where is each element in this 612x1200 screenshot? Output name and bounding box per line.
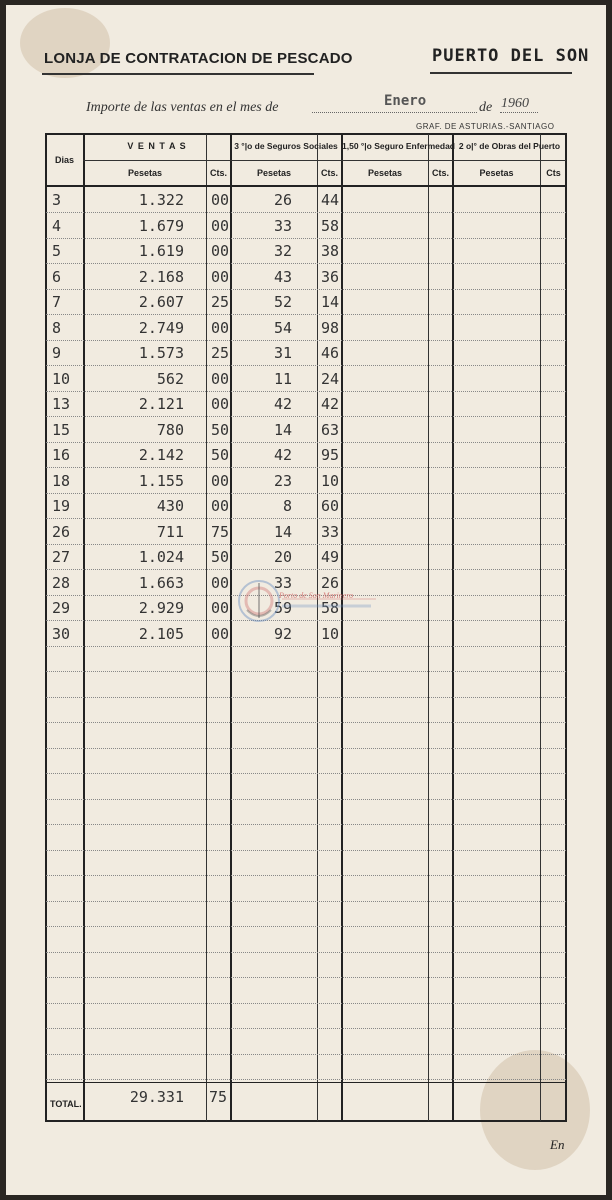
month-value: Enero (384, 93, 427, 109)
seguros-cts-cell: 24 (321, 370, 340, 388)
ventas-pesetas-cell: 2.929 (138, 599, 184, 617)
seguros-cts-cell: 49 (321, 548, 340, 566)
day-cell: 6 (52, 268, 62, 286)
ventas-pesetas-cell: 1.663 (138, 574, 184, 592)
seguros-cts-cell: 58 (321, 217, 340, 235)
pesetas-subheader: Pesetas (256, 168, 292, 178)
seguros-pesetas-cell: 11 (273, 370, 292, 388)
seguros-pesetas-cell: 92 (273, 625, 292, 643)
row-rule (46, 901, 566, 902)
row-rule (46, 1003, 566, 1004)
seguros-cts-cell: 10 (321, 625, 340, 643)
seguros-cts-cell: 10 (321, 472, 340, 490)
day-cell: 9 (52, 344, 62, 362)
cts-subheader: Cts. (209, 168, 227, 178)
row-rule (46, 314, 566, 315)
day-cell: 28 (52, 574, 71, 592)
day-cell: 19 (52, 497, 71, 515)
day-cell: 10 (52, 370, 71, 388)
port-title: PUERTO DEL SON (432, 46, 590, 66)
row-rule (46, 518, 566, 519)
row-rule (46, 773, 566, 774)
seguros-pesetas-cell: 14 (273, 523, 292, 541)
ventas-cts-cell: 00 (211, 217, 230, 235)
seguros-pesetas-cell: 43 (273, 268, 292, 286)
seguros-cts-cell: 14 (321, 293, 340, 311)
title-underline (430, 72, 572, 74)
seguros-cts-cell: 36 (321, 268, 340, 286)
cts-subheader: Cts. (431, 168, 449, 178)
ventas-cts-cell: 00 (211, 574, 230, 592)
row-rule (46, 212, 566, 213)
paper-stain (20, 8, 110, 78)
year-value: 1960 (501, 96, 529, 111)
ventas-pesetas-cell: 2.607 (138, 293, 184, 311)
seguros-pesetas-cell: 42 (273, 446, 292, 464)
ventas-cts-cell: 50 (211, 548, 230, 566)
seguros-cts-cell: 63 (321, 421, 340, 439)
seguros-pesetas-cell: 14 (273, 421, 292, 439)
total-label: TOTAL. (50, 1099, 82, 1109)
row-rule (46, 722, 566, 723)
ventas-cts-cell: 00 (211, 242, 230, 260)
ventas-cts-cell: 25 (211, 293, 230, 311)
printer-credit: GRAF. DE ASTURIAS.-SANTIAGO (416, 122, 555, 131)
row-rule (46, 748, 566, 749)
row-rule (46, 850, 566, 851)
ventas-pesetas-cell: 2.749 (138, 319, 184, 337)
row-rule (46, 926, 566, 927)
cts-subheader: Cts (546, 168, 561, 178)
seguros-cts-cell: 44 (321, 191, 340, 209)
dias-header: Dias (54, 155, 74, 165)
row-rule (46, 263, 566, 264)
seguros-cts-cell: 38 (321, 242, 340, 260)
anchor-watermark (236, 570, 384, 632)
total-rule (46, 1082, 566, 1083)
ventas-cts-cell: 00 (211, 599, 230, 617)
footer-en: En (550, 1137, 565, 1152)
row-rule (46, 697, 566, 698)
obras-puerto-header: 2 o|° de Obras del Puerto (458, 141, 561, 151)
row-rule (46, 646, 566, 647)
ventas-pesetas-cell: 711 (156, 523, 184, 541)
seguros-pesetas-cell: 33 (273, 574, 292, 592)
row-rule (46, 977, 566, 978)
ventas-pesetas-cell: 2.121 (138, 395, 184, 413)
de-label: de (479, 100, 493, 115)
row-rule (46, 799, 566, 800)
day-cell: 30 (52, 625, 71, 643)
seguros-sociales-header: 3 °|o de Seguros Sociales (234, 141, 338, 151)
seguros-cts-cell: 33 (321, 523, 340, 541)
ventas-cts-cell: 00 (211, 370, 230, 388)
seguros-pesetas-cell: 54 (273, 319, 292, 337)
ventas-cts-cell: 25 (211, 344, 230, 362)
ventas-cts-cell: 75 (211, 523, 230, 541)
ventas-cts-cell: 00 (211, 497, 230, 515)
seguros-pesetas-cell: 31 (273, 344, 292, 362)
day-cell: 26 (52, 523, 71, 541)
row-rule (46, 238, 566, 239)
ventas-pesetas-cell: 1.322 (138, 191, 184, 209)
seguros-cts-cell: 60 (321, 497, 340, 515)
ventas-pesetas-cell: 1.619 (138, 242, 184, 260)
ventas-cts-cell: 00 (211, 395, 230, 413)
total-cts: 75 (209, 1088, 228, 1106)
day-cell: 27 (52, 548, 71, 566)
day-cell: 15 (52, 421, 71, 439)
column-divider (540, 134, 541, 1121)
seguros-pesetas-cell: 8 (282, 497, 292, 515)
pesetas-subheader: Pesetas (479, 168, 514, 178)
seguros-pesetas-cell: 20 (273, 548, 292, 566)
row-rule (46, 824, 566, 825)
ventas-pesetas-cell: 1.024 (138, 548, 184, 566)
seguro-enfermedad-header: 1,50 °|o Seguro Enfermedad (342, 141, 456, 151)
day-cell: 8 (52, 319, 62, 337)
seguros-pesetas-cell: 32 (273, 242, 292, 260)
ventas-cts-cell: 00 (211, 472, 230, 490)
day-cell: 18 (52, 472, 71, 490)
seguros-pesetas-cell: 23 (273, 472, 292, 490)
day-cell: 3 (52, 191, 62, 209)
seguros-cts-cell: 26 (321, 574, 340, 592)
seguros-pesetas-cell: 59 (273, 599, 292, 617)
day-cell: 5 (52, 242, 62, 260)
sales-subtitle: Importe de las ventas en el mes de (86, 100, 279, 115)
year-dotted-line (500, 112, 538, 113)
row-rule (46, 416, 566, 417)
column-divider (83, 134, 85, 1121)
ventas-pesetas-cell: 1.679 (138, 217, 184, 235)
ventas-pesetas-cell: 562 (156, 370, 184, 388)
ventas-cts-cell: 50 (211, 446, 230, 464)
seguros-pesetas-cell: 42 (273, 395, 292, 413)
row-rule (46, 875, 566, 876)
day-cell: 7 (52, 293, 62, 311)
row-rule (46, 1079, 566, 1080)
seguros-pesetas-cell: 33 (273, 217, 292, 235)
header-rule (83, 160, 566, 161)
column-divider (428, 134, 429, 1121)
row-rule (46, 544, 566, 545)
ventas-header: V E N T A S (127, 141, 187, 151)
month-dotted-line (312, 112, 477, 113)
day-cell: 4 (52, 217, 62, 235)
row-rule (46, 1054, 566, 1055)
column-divider (452, 134, 454, 1121)
ventas-cts-cell: 00 (211, 319, 230, 337)
row-rule (46, 1028, 566, 1029)
ventas-pesetas-cell: 430 (156, 497, 184, 515)
ventas-pesetas-cell: 1.573 (138, 344, 184, 362)
ventas-pesetas-cell: 2.142 (138, 446, 184, 464)
row-rule (46, 365, 566, 366)
day-cell: 16 (52, 446, 71, 464)
seguros-pesetas-cell: 26 (273, 191, 292, 209)
row-rule (46, 391, 566, 392)
ventas-cts-cell: 00 (211, 268, 230, 286)
ventas-pesetas-cell: 2.168 (138, 268, 184, 286)
seguros-cts-cell: 98 (321, 319, 340, 337)
seguros-pesetas-cell: 52 (273, 293, 292, 311)
company-title: LONJA DE CONTRATACION DE PESCADO (44, 50, 353, 67)
seguros-cts-cell: 46 (321, 344, 340, 362)
seguros-cts-cell: 58 (321, 599, 340, 617)
row-rule (46, 952, 566, 953)
ventas-cts-cell: 00 (211, 191, 230, 209)
pesetas-subheader: Pesetas (367, 168, 403, 178)
ventas-pesetas-cell: 1.155 (138, 472, 184, 490)
ventas-pesetas-cell: 780 (156, 421, 184, 439)
stamp-text: Porto de Son Marinero (279, 591, 354, 600)
row-rule (46, 671, 566, 672)
ventas-cts-cell: 00 (211, 625, 230, 643)
total-pesetas: 29.331 (129, 1088, 184, 1106)
seguros-cts-cell: 95 (321, 446, 340, 464)
seguros-cts-cell: 42 (321, 395, 340, 413)
pesetas-subheader: Pesetas (127, 168, 163, 178)
row-rule (46, 289, 566, 290)
row-rule (46, 340, 566, 341)
row-rule (46, 467, 566, 468)
row-rule (46, 442, 566, 443)
cts-subheader: Cts. (320, 168, 338, 178)
header-rule (46, 185, 566, 187)
title-underline (42, 73, 314, 75)
ventas-pesetas-cell: 2.105 (138, 625, 184, 643)
ventas-cts-cell: 50 (211, 421, 230, 439)
column-divider (206, 134, 207, 1121)
day-cell: 29 (52, 599, 71, 617)
row-rule (46, 493, 566, 494)
day-cell: 13 (52, 395, 71, 413)
